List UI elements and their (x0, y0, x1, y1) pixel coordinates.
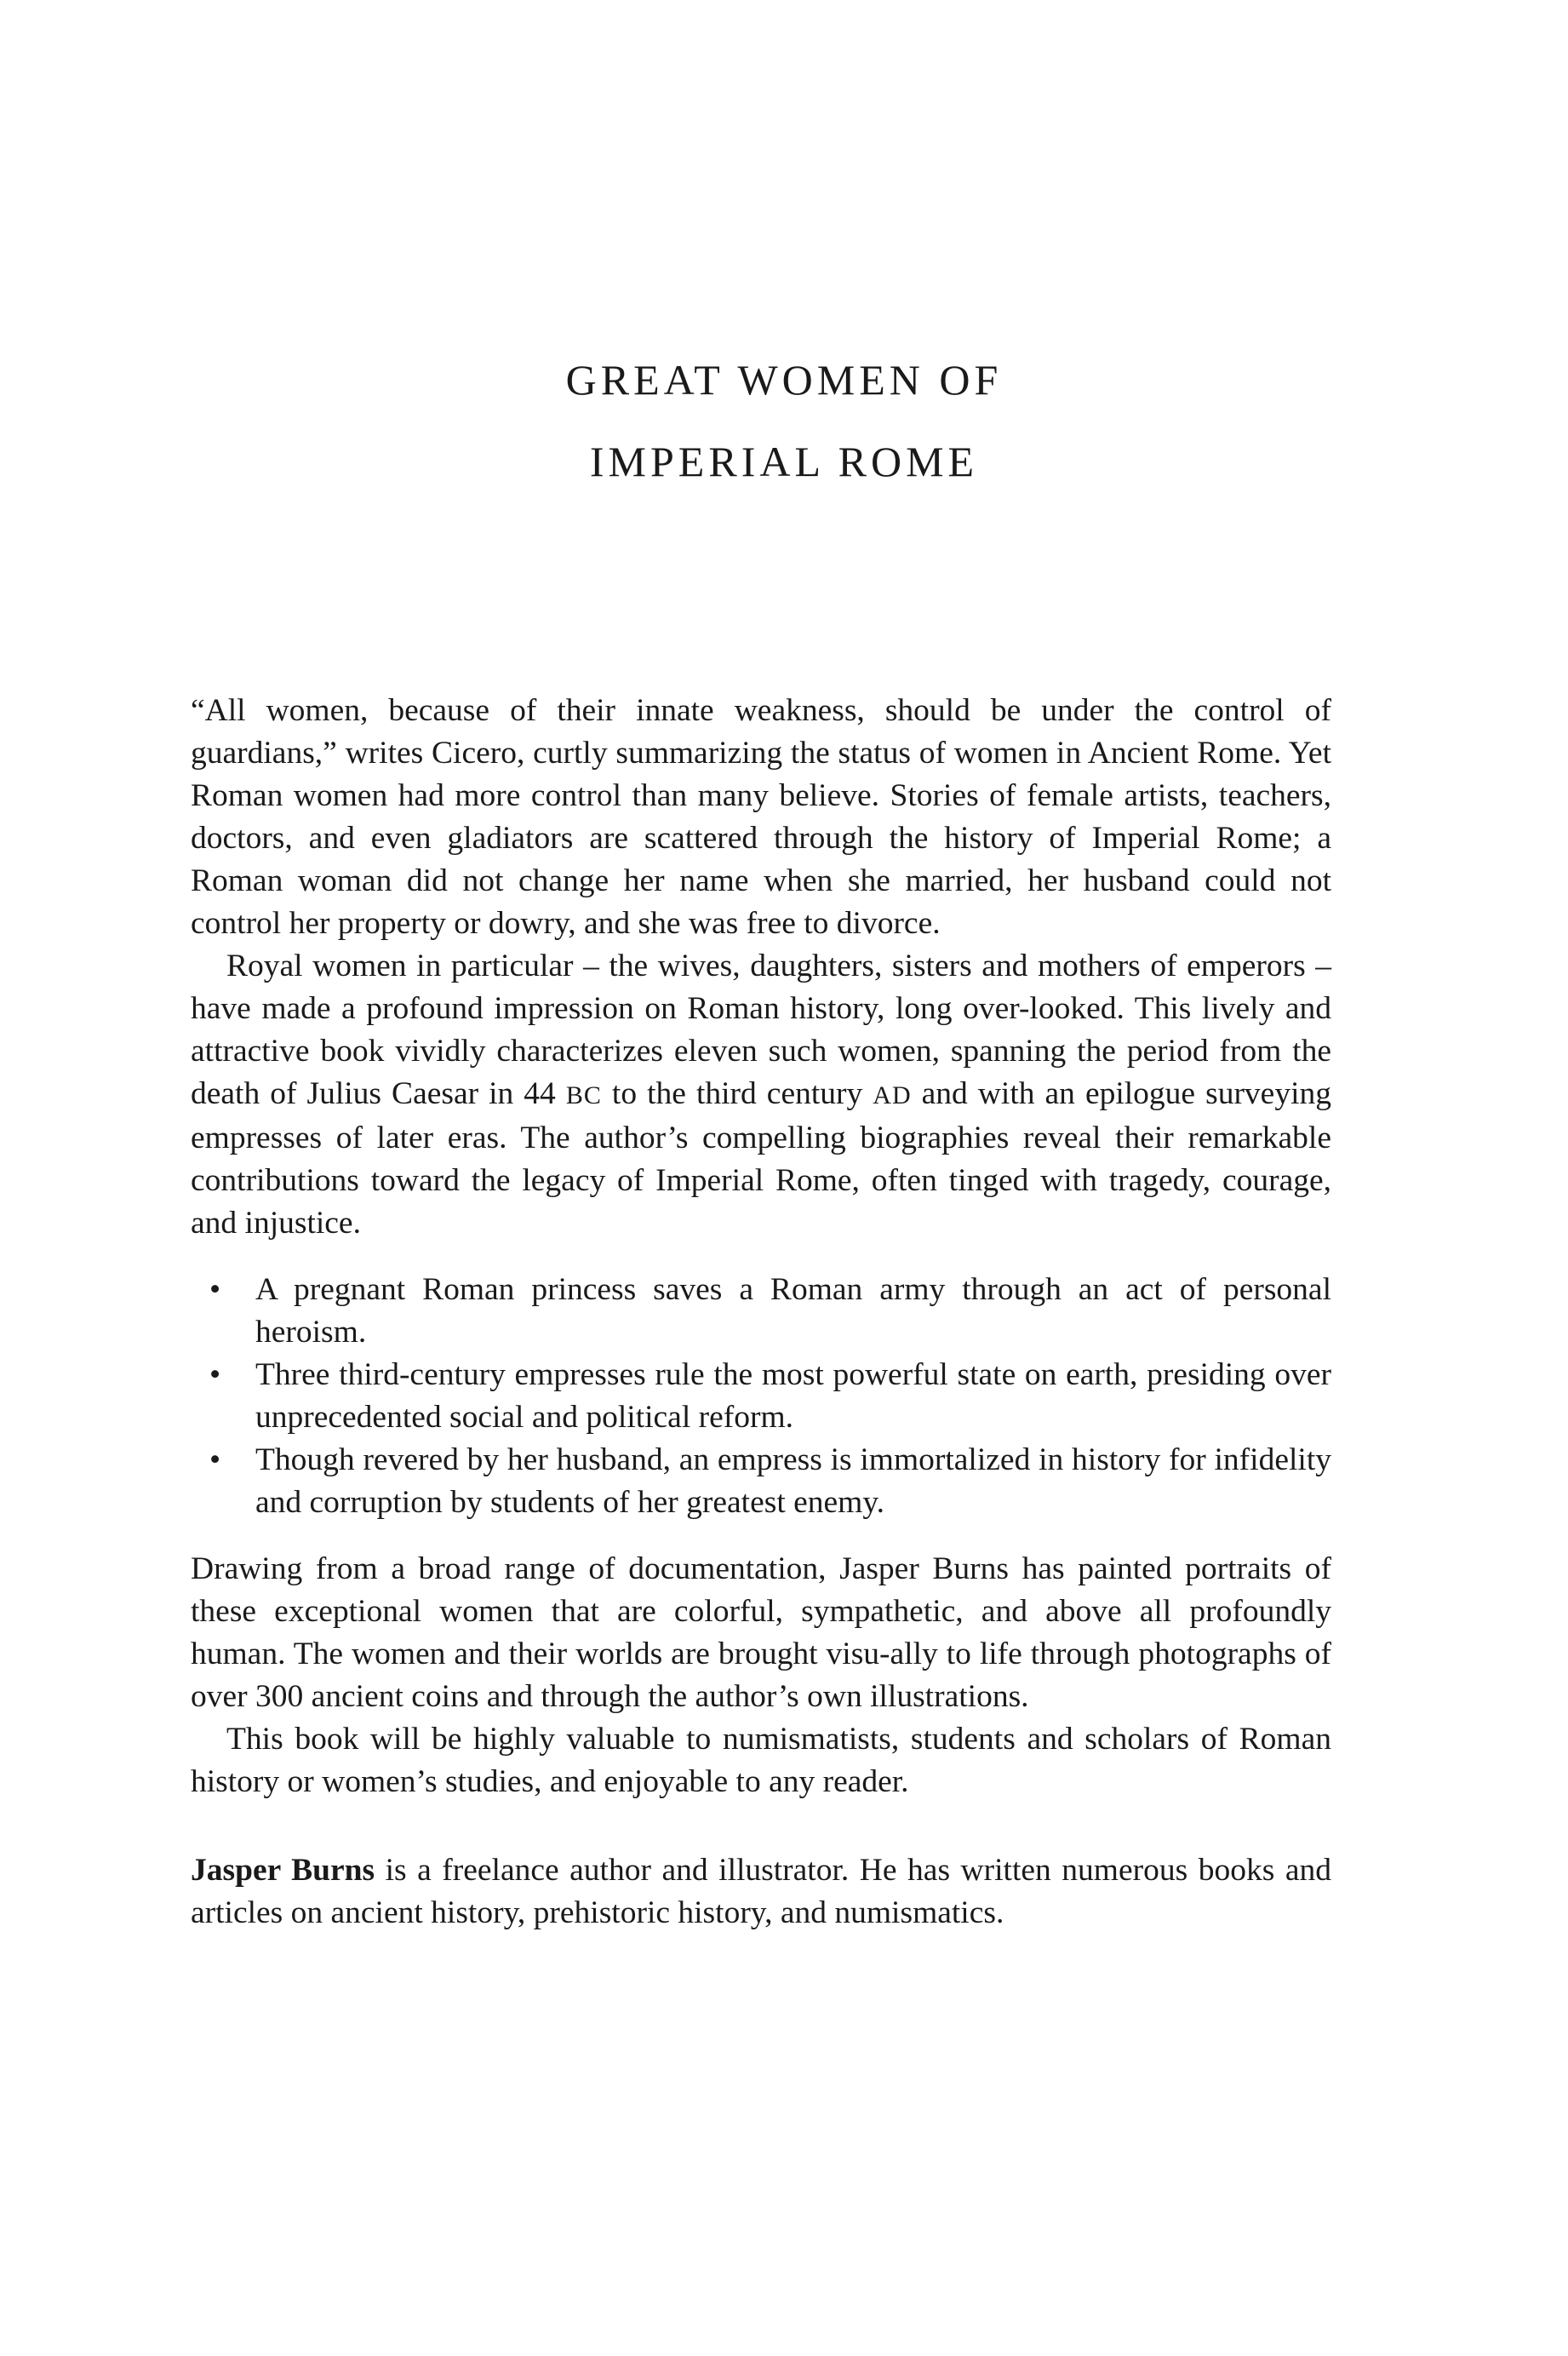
bullet-icon: • (209, 1272, 221, 1307)
royal-women-text-c: and with an epilogue surveying empresses of later eras. The author’s compelling biographies reveal their remarkable contributions toward the legacy of Imperial Rome, often tinged with tragedy, courage, and injustice. (191, 1076, 1331, 1241)
list-item (191, 1269, 1331, 1354)
highlights-list (191, 1269, 1331, 1524)
book-title-line-2: IMPERIAL ROME (589, 438, 979, 485)
intro-paragraph: “All women, because of their innate weakness, should be under the control of guardians,” writes Cicero, curtly summarizing the status of women in Ancient Rome. Yet Roman women had more control than many believe. Stories of female artists, teachers, doctors, and even gladiators are scattered through the history of Imperial Rome; a Roman woman did not change her name when she married, her husband could not control her property or dowry, and she was free to divorce. (191, 693, 1331, 941)
book-title (0, 339, 1568, 502)
royal-women-text-a: Royal women in particular – the wives, daughters, sisters and mothers of emperors – have made a profound impression on Roman history, long over-looked. This lively and attractive book vividly characterizes eleven such women, spanning the period from the death of Julius Caesar in 44 (191, 949, 1331, 1111)
royal-women-paragraph (191, 945, 1331, 1245)
bullet-icon: • (209, 1357, 221, 1392)
era-bc: BC (565, 1081, 602, 1109)
documentation-paragraph: Drawing from a broad range of documentation, Jasper Burns has painted portraits of these exceptional women that are colorful, sympathetic, and above all profoundly human. The women and their worlds are brought visu-ally to life through photographs of over 300 ancient coins and through the author’s own illustrations. (191, 1551, 1331, 1714)
list-item-text: Three third-century empresses rule the most powerful state on earth, presiding over unprecedented social and political reform. (255, 1357, 1331, 1435)
book-title-line-1: GREAT WOMEN OF (565, 356, 1003, 404)
list-item-text: Though revered by her husband, an empress is immortalized in history for infidelity and corruption by students of her greatest enemy. (255, 1442, 1331, 1520)
blurb-body (191, 690, 1331, 1935)
list-item (191, 1439, 1331, 1524)
author-bio (191, 1849, 1331, 1935)
list-item-text: A pregnant Roman princess saves a Roman army through an act of personal heroism. (255, 1272, 1331, 1350)
royal-women-text-b: to the third century (601, 1076, 873, 1111)
audience-paragraph: This book will be highly valuable to numismatists, students and scholars of Roman history or women’s studies, and enjoyable to any reader. (191, 1722, 1331, 1799)
bullet-icon: • (209, 1442, 221, 1477)
author-bio-text: is a freelance author and illustrator. He has written numerous books and articles on ancient history, prehistoric history, and numismatics. (191, 1853, 1331, 1930)
list-item (191, 1354, 1331, 1439)
era-ad: AD (873, 1081, 912, 1109)
author-name: Jasper Burns (191, 1853, 375, 1888)
